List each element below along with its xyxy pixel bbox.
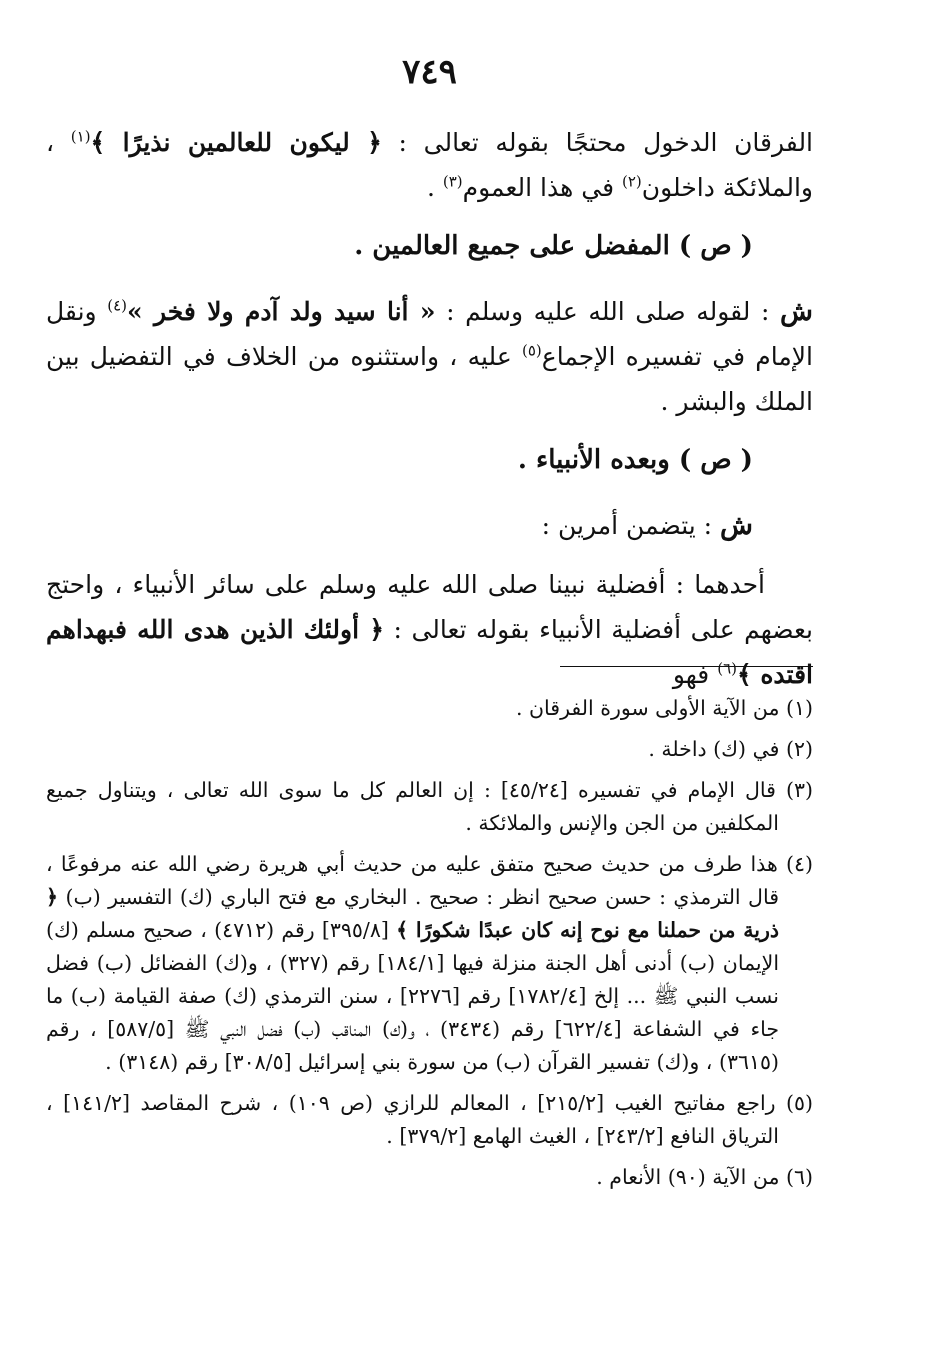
text-run: ونقل الإمام في تفسيره الإجماع	[46, 297, 813, 371]
text-run: فهو	[672, 660, 718, 689]
text-run: : لقوله صلى الله عليه وسلم :	[435, 297, 781, 326]
quran-verse: ﴿ ليكون للعالمين نذيرًا ﴾	[90, 128, 382, 157]
commentary-marker: ش	[780, 296, 813, 327]
main-text	[46, 120, 813, 711]
footnote-ref-1: (١)	[70, 127, 91, 146]
text-run: الفرقان الدخول محتجًا بقوله تعالى :	[381, 128, 814, 157]
text-run: (٤) هذا طرف من حديث صحيح متفق عليه من حديث أبي هريرة رضي الله عنه مرفوعًا ، قال الترمذي : حسن صحيح انظر : صحيح . البخاري مع فتح الباري (ك) التفسير (ب)	[46, 852, 813, 909]
footnote-ref-2: (٢)	[622, 172, 642, 191]
text-run: [٣٩٥/٨] رقم (٤٧١٢) ، صحيح مسلم (ك) الإيمان (ب) أدنى أهل الجنة منزلة فيها [١٨٤/١] رقم (٣٢٧) ، و(ك) الفضائل (ب) فضل نسب النبي ﷺ ... إلخ [١٧٨٢/٤] رقم [٢٢٧٦] ، سنن الترمذي (ك) صفة القيامة (ب) ما جاء في الشفاعة [٦٢٢/٤] رقم (٣٤٣٤) ، و(ك) المناقب (ب) فضل النبي ﷺ [٥٨٧/٥] ، رقم (٣٦١٥) ، و(ك) تفسير القرآن (ب) من سورة بني إسرائيل [٣٠٨/٥] رقم (٣١٤٨) .	[46, 918, 780, 1074]
footnote-3: (٣) قال الإمام في تفسيره [٤٥/٢٤] : إن العالم كل ما سوى الله تعالى ، ويتناول جميع المكلفين من الجن والإنس والملائكة .	[46, 778, 813, 835]
text-run: ، والملائكة داخلون	[46, 128, 813, 202]
quran-verse: ﴿ أولئك الذين هدى الله فبهداهم اقتده ﴾	[46, 615, 813, 689]
hadith-quote: « أنا سيد ولد آدم ولا فخر »	[127, 297, 436, 326]
text-run: : يتضمن أمرين :	[541, 511, 721, 540]
page	[46, 0, 813, 1351]
paragraph-2	[46, 289, 813, 424]
footnote-5: (٥) راجع مفاتيح الغيب [٢١٥/٢] ، المعالم للرازي (ص ١٠٩) ، شرح المقاصد [١٤١/٢] ، الترياق النافع [٢٤٣/٢] ، الغيث الهامع [٣٧٩/٢] .	[46, 1091, 813, 1148]
text-run: عليه ، واستثنوه من الخلاف في التفضيل بين الملك والبشر .	[46, 342, 813, 416]
footnote-ref-4: (٤)	[107, 296, 127, 315]
paragraph-1	[46, 120, 813, 210]
quran-verse: ﴿ ذرية من حملنا مع نوح إنه كان عبدًا شكورًا ﴾	[46, 885, 779, 942]
footnote-6: (٦) من الآية (٩٠) الأنعام .	[596, 1165, 813, 1189]
text-run: أحدهما : أفضلية نبينا صلى الله عليه وسلم على سائر الأنبياء ، واحتج بعضهم على أفضلية الأنبياء بقوله تعالى :	[46, 570, 813, 644]
section-heading-2: ( ص ) وبعده الأنبياء .	[517, 445, 753, 475]
paragraph-3	[46, 503, 813, 548]
footnote-divider	[560, 666, 813, 667]
text-run: في هذا العموم	[462, 173, 622, 202]
commentary-marker: ش	[720, 510, 753, 541]
footnote-ref-3: (٣)	[442, 172, 463, 191]
footnote-2: (٢) في (ك) داخلة .	[648, 737, 813, 761]
footnotes	[46, 692, 813, 1202]
page-number: ٧٤٩	[402, 52, 457, 92]
section-heading-1: ( ص ) المفضل على جميع العالمين .	[354, 231, 753, 261]
footnote-4	[46, 848, 813, 1079]
paragraph-4	[46, 562, 813, 697]
footnote-ref-6: (٦)	[717, 659, 737, 678]
text-run: .	[426, 173, 443, 202]
footnote-1: (١) من الآية الأولى سورة الفرقان .	[515, 696, 813, 720]
footnote-ref-5: (٥)	[522, 341, 542, 360]
